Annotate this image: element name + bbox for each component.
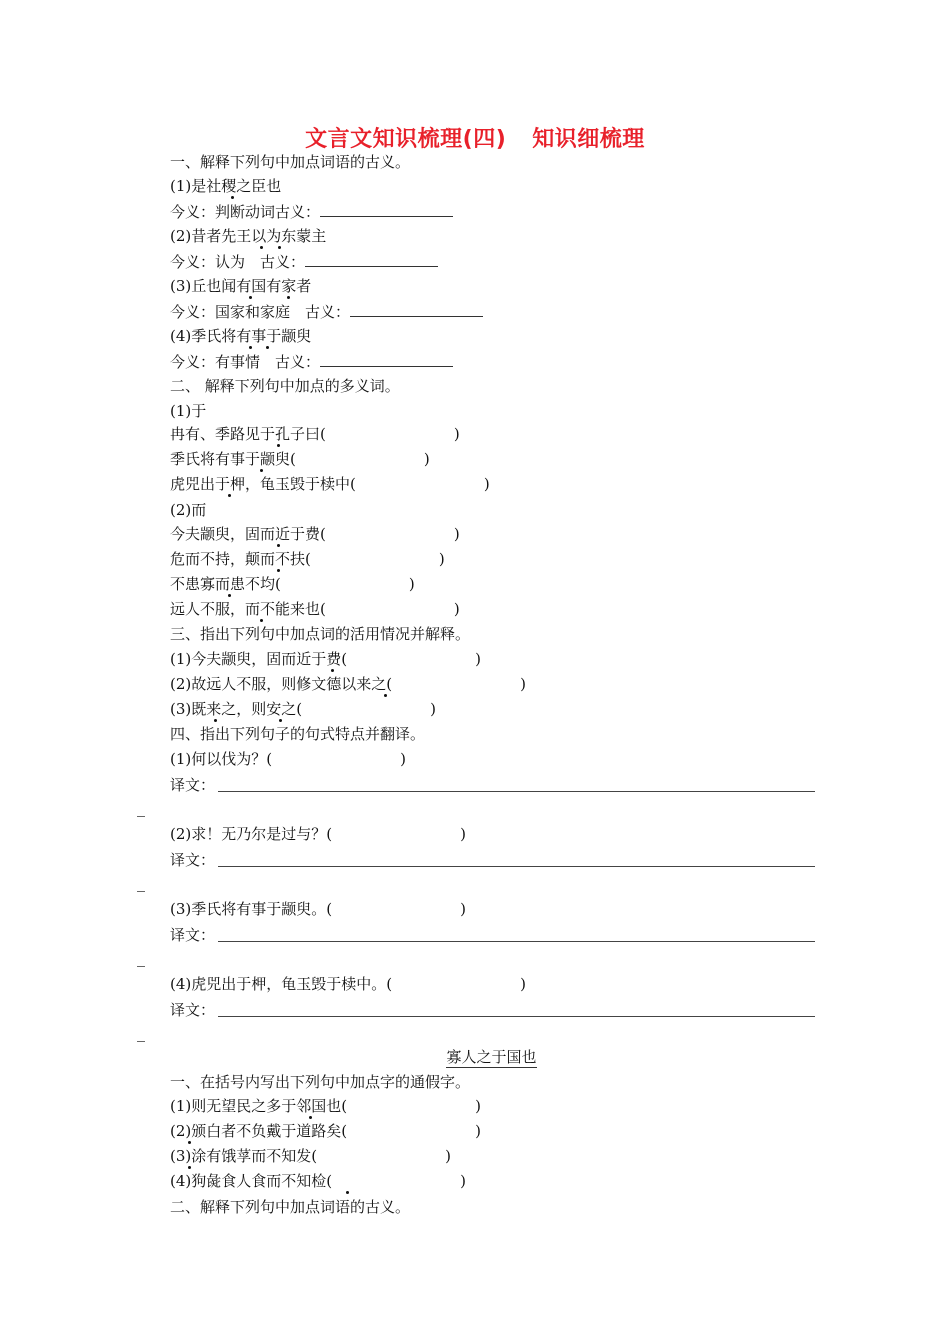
- emphasis-dot: [249, 296, 252, 299]
- close-paren: ): [423, 450, 430, 468]
- title-main: 文言文知识梳理(四): [305, 127, 507, 152]
- s1-meaning-3: [170, 302, 483, 322]
- emphasis-dot: [346, 1191, 349, 1194]
- part-2-title-text: 寡人之于国也: [446, 1048, 537, 1066]
- s2-item-b4: [170, 599, 460, 619]
- s1-meaning-4: [170, 352, 453, 372]
- close-paren: ): [483, 475, 490, 493]
- s4-question-2: [170, 824, 466, 844]
- p2-question-4: [170, 1171, 466, 1191]
- close-paren: ): [475, 650, 481, 668]
- part2-section-1-heading: 一、在括号内写出下列句中加点字的通假字。: [170, 1073, 471, 1091]
- emphasis-dot: [384, 694, 387, 697]
- item-text: (3)季氏将有事于颛臾。(: [170, 900, 333, 918]
- s1-meaning-1: [170, 202, 453, 222]
- close-paren: ): [460, 825, 466, 843]
- emphasis-dot: [287, 296, 290, 299]
- emphasis-dot: [331, 669, 334, 672]
- close-paren: ): [453, 600, 460, 618]
- section-3-heading: 三、指出下列句中加点词的活用情况并解释。: [170, 625, 471, 643]
- translate-label-3: 译文：: [170, 926, 216, 944]
- s4-question-1: [170, 749, 406, 769]
- p2-question-2: [170, 1121, 481, 1141]
- emphasis-dot: [260, 619, 263, 622]
- close-paren: ): [453, 425, 460, 443]
- item-text: 远人不服，而不能来也(: [170, 600, 326, 618]
- emphasis-dot: [231, 196, 234, 199]
- item-text: (3)涂有饿莩而不知发(: [170, 1147, 318, 1165]
- close-paren: ): [460, 900, 466, 918]
- translate-label-1: 译文：: [170, 776, 216, 794]
- emphasis-dot: [260, 469, 263, 472]
- s1-question-1: (1)是社稷之臣也: [170, 177, 282, 195]
- emphasis-dot: [277, 569, 280, 572]
- close-paren: ): [520, 975, 526, 993]
- close-paren: ): [475, 1097, 481, 1115]
- line-continuation-mark: [137, 1041, 145, 1042]
- s2-item-a1: [170, 424, 460, 444]
- item-text: 虎兕出于柙，龟玉毁于椟中(: [170, 475, 356, 493]
- s2-item-a2: [170, 449, 430, 469]
- emphasis-dot: [278, 246, 281, 249]
- emphasis-dot: [228, 494, 231, 497]
- item-text: (2)求！无乃尔是过与？(: [170, 825, 333, 843]
- section-4-heading: 四、指出下列句子的句式特点并翻译。: [170, 725, 426, 743]
- part-2-title: [0, 1047, 950, 1067]
- answer-blank[interactable]: [305, 252, 438, 267]
- item-text: (2)颁白者不负戴于道路矣(: [170, 1122, 348, 1140]
- item-text: (1)何以伐为？(: [170, 750, 273, 768]
- close-paren: ): [430, 700, 436, 718]
- translate-label-2: 译文：: [170, 851, 216, 869]
- s3-question-1: [170, 649, 481, 669]
- translation-line-2[interactable]: [218, 866, 815, 867]
- meaning-text: 今义：认为 古义：: [170, 253, 306, 271]
- s1-question-4: (4)季氏将有事于颛臾: [170, 327, 312, 345]
- translation-line-4[interactable]: [218, 1016, 815, 1017]
- s1-question-2: (2)昔者先王以为东蒙主: [170, 227, 327, 245]
- translation-line-1[interactable]: [218, 791, 815, 792]
- item-text: (4)虎兕出于柙，龟玉毁于椟中。(: [170, 975, 393, 993]
- meaning-text: 今义：国家和家庭 古义：: [170, 303, 351, 321]
- close-paren: ): [400, 750, 406, 768]
- answer-blank[interactable]: [350, 302, 483, 317]
- emphasis-dot: [279, 719, 282, 722]
- item-text: (1)今夫颛臾，固而近于费(: [170, 650, 348, 668]
- p2-question-3: [170, 1146, 451, 1166]
- emphasis-dot: [228, 594, 231, 597]
- item-text: 危而不持，颠而不扶(: [170, 550, 311, 568]
- emphasis-dot: [188, 1166, 191, 1169]
- emphasis-dot: [249, 346, 252, 349]
- close-paren: ): [460, 1172, 466, 1190]
- item-text: 季氏将有事于颛臾(: [170, 450, 296, 468]
- title-sub: 知识细梳理: [532, 127, 645, 152]
- close-paren: ): [520, 675, 526, 693]
- close-paren: ): [408, 575, 415, 593]
- s4-question-4: [170, 974, 526, 994]
- item-text: 今夫颛臾，固而近于费(: [170, 525, 326, 543]
- s1-question-3: (3)丘也闻有国有家者: [170, 277, 312, 295]
- answer-blank[interactable]: [320, 202, 453, 217]
- item-text: (1)则无望民之多于邻国也(: [170, 1097, 348, 1115]
- meaning-text: 今义：判断动词古义：: [170, 203, 321, 221]
- s3-question-3: [170, 699, 436, 719]
- s2-item-b3: [170, 574, 415, 594]
- line-continuation-mark: [137, 966, 145, 967]
- emphasis-dot: [277, 544, 280, 547]
- item-text: (3)既来之，则安之(: [170, 700, 303, 718]
- page-title: [0, 122, 950, 153]
- emphasis-dot: [277, 444, 280, 447]
- s2-item-b1: [170, 524, 460, 544]
- emphasis-dot: [188, 1141, 191, 1144]
- meaning-text: 今义：有事情 古义：: [170, 353, 321, 371]
- s2-group-a: (1)于: [170, 402, 207, 420]
- translation-line-3[interactable]: [218, 941, 815, 942]
- emphasis-dot: [214, 719, 217, 722]
- s1-meaning-2: [170, 252, 438, 272]
- section-2-heading: 二、 解释下列句中加点的多义词。: [170, 377, 400, 395]
- item-text: 不患寡而患不均(: [170, 575, 281, 593]
- translate-label-4: 译文：: [170, 1001, 216, 1019]
- item-text: (4)狗彘食人食而不知检(: [170, 1172, 333, 1190]
- line-continuation-mark: [137, 891, 145, 892]
- close-paren: ): [438, 550, 445, 568]
- close-paren: ): [445, 1147, 451, 1165]
- close-paren: ): [475, 1122, 481, 1140]
- close-paren: ): [453, 525, 460, 543]
- emphasis-dot: [309, 1116, 312, 1119]
- emphasis-dot: [266, 346, 269, 349]
- s2-item-a3: [170, 474, 490, 494]
- emphasis-dot: [260, 246, 263, 249]
- p2-question-1: [170, 1096, 481, 1116]
- item-text: (2)故远人不服，则修文德以来之(: [170, 675, 393, 693]
- section-1-heading: 一、解释下列句中加点词语的古义。: [170, 153, 411, 171]
- answer-blank[interactable]: [320, 352, 453, 367]
- s4-question-3: [170, 899, 466, 919]
- line-continuation-mark: [137, 816, 145, 817]
- s2-item-b2: [170, 549, 445, 569]
- s2-group-b: (2)而: [170, 501, 207, 519]
- item-text: 冉有、季路见于孔子曰(: [170, 425, 326, 443]
- s3-question-2: [170, 674, 526, 694]
- part2-section-2-heading: 二、解释下列句中加点词语的古义。: [170, 1198, 411, 1216]
